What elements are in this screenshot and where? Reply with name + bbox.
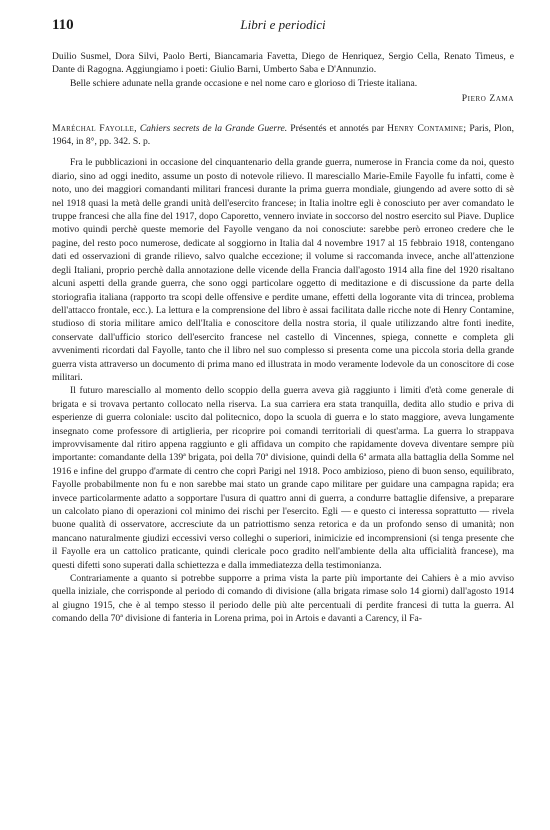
bibliographic-entry [52,122,514,149]
section-separator [52,106,514,122]
review1-tail-paragraph: Duilio Susmel, Dora Silvi, Paolo Berti, Biancamaria Favetta, Diego de Henriquez, Sergio Cella, Renato Timeus, e Dante di Ragogna. Aggiungiamo i poeti: Giulio Barni, Umberto Saba e D'Annunzio. [52,51,514,76]
book-presented-by: Présentés et annotés par [290,122,385,134]
review1-signature: Piero Zama [461,93,514,105]
review-fayolle [52,122,514,626]
review1-closing-paragraph: Belle schiere adunate nella grande occasione e nel nome caro e glorioso di Trieste italiana. [70,77,418,89]
biblio-gap [52,148,514,156]
review2-paragraph: Contrariamente a quanto si potrebbe supporre a prima vista la parte più importante dei Cahiers è a mio avviso quella iniziale, che corrisponde al periodo di comando di divisione (alla brigata rimase solo 14 giorni) dall'agosto 1914 al giugno 1915, che è al tempo stesso il periodo delle più alte percentuali di perdite francesi di tutta la guerra. Al comando della 70ª divisione di fanteria in Lorena prima, poi in Artois e davanti a Carency, il Fa- [52,573,514,625]
review2-paragraph: Il futuro maresciallo al momento dello scoppio della guerra aveva già raggiunto i limiti d'età come generale di brigata e si trovava pertanto collocato nella riserva. La sua carriera era stata tranquilla, dedita allo studio e priva di esperienze di guerra coloniale: uscito dal politecnico, dopo la scuola di guerra e lo stato maggiore, aveva lungamente insegnato come professore di artiglieria, per ricoprire poi comandi territoriali di quest'arma. La guerra lo strappava improvvisamente dal ritiro appena raggiunto e gli affidava un compito che rapidamente doveva diventare sempre più importante: comandante della 139ª brigata, poi della 70ª divisione, quindi della 6ª armata alla battaglia della Somme nel 1916 e infine del gruppo d'armate di centro che coprì Parigi nel 1918. Poco ambizioso, pieno di buon senso, equilibrato, Fayolle probabilmente non fu e non sarebbe mai stato un grande capo militare per guidare una campagna rapida; era invece particolarmente adatto a sopportare l'usura di quattro anni di guerra, a condurre battaglie difensive, a preparare un calcolato piano di operazioni col minimo dei rischi per l'esercito. Egli — e questo ci interessa soprattutto — rivela buone qualità di osservatore, accresciute da un patriottismo senza retorica e da un profondo senso di umanità; non mancano naturalmente giudizi eccessivi verso colleghi o superiori, inimicizie ed incomprensioni (si tenga presente che il Fayolle era un cattolico praticante, quindi clericale poco gradito nell'ambiente della alta ufficialità francese), ma questi difetti sono superati dalla schiettezza e dalla immediatezza della testimonianza. [52,385,514,571]
book-editor: Henry Contamine; [387,122,467,134]
review-previous [52,50,514,106]
book-author: Maréchal Fayolle, [52,122,137,134]
review2-paragraph: Fra le pubblicazioni in occasione del cinquantenario della grande guerra, numerose in Francia come da noi, questo diario, sino ad oggi inedito, assume un posto di notevole rilievo. Il maresciallo Marie-Emile Fayolle fu infatti, come è noto, uno dei maggiori comandanti militari francesi durante la prima guerra mondiale, giungendo ad avere sotto di sè nel 1918 quasi la metà delle grandi unità dell'esercito francese; in Italia inoltre egli è conosciuto per aver comandato le truppe francesi che alla fine del 1917, dopo Caporetto, vennero inviate in soccorso del nostro esercito sul Piave. Duplice motivo quindi perchè queste memorie del Fayolle vengano da noi conosciute: sarebbe però erroneo credere che le pagine, del resto poco numerose, dedicate al soggiorno in Italia dal 4 novembre 1917 al 15 febbraio 1918, contengano dati ed osservazioni di grande rilievo, salvo qualche eccezione; il volume si raccomanda invece, anche all'attenzione degli Italiani, proprio perchè dalla annotazione delle vicende della Francia dall'agosto 1914 alla fine del 1920 risaltano alcuni aspetti della grande guerra, che sono oggi particolare oggetto di meditazione e di discussione da parte della storiografia italiana (rapporto tra scopi delle offensive e perdite umane, effetti della logorante vita di trincea, problema dell'attacco frontale, ecc.). La lettura e la comprensione del libro è assai facilitata dalle ricche note di Henry Contamine, studioso di storia militare amico dell'Italia e conoscitore della nostra storia, il quale utilizzando altre fonti inedite, conservate dall'ufficio storico dell'esercito francese nel castello di Vincennes, spiega, connette e completa gli avvenimenti ricordati dal Fayolle, tanto che il libro nel suo complesso si presenta come una piccola storia della grande guerra vista attraverso un documento di prima mano ed illustrata in modo veramente lodevole da un conoscitore di cose militari. [52,157,514,383]
running-header [52,18,514,40]
running-title: Libri e periodici [240,17,326,32]
page-number: 110 [52,17,74,33]
book-imprint: Paris, Plon, 1964, in 8°, pp. 342. S. p. [52,122,514,148]
book-title: Cahiers secrets de la Grande Guerre. [139,122,288,134]
